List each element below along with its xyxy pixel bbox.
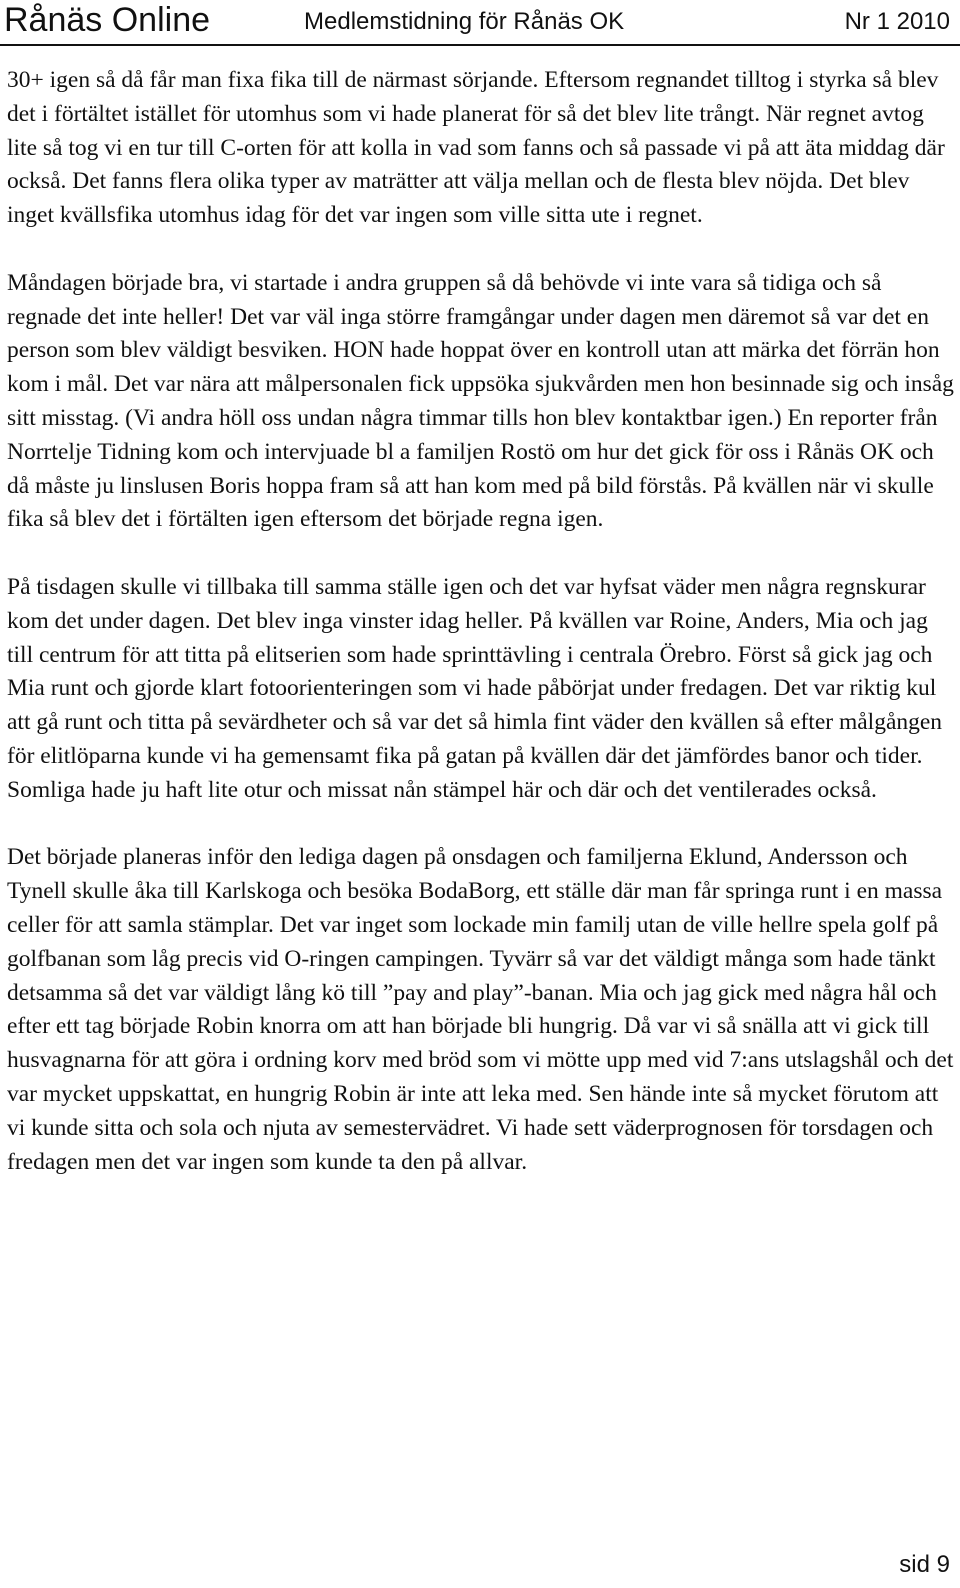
article-paragraph: 30+ igen så då får man fixa fika till de närmast sörjande. Eftersom regnandet tilltog i styrka så blev det i förtältet istället för utomhus som vi hade planerat för så det blev lite trångt. När regnet avtog lite så tog vi en tur till C-orten för att kolla in vad som fanns och så passade vi på att äta middag där också. Det fanns flera olika typer av maträtter att välja mellan och de flesta blev nöjda. Det blev inget kvällsfika utomhus idag för det var ingen som ville sitta ute i regnet. xyxy=(7,67,945,229)
article-body xyxy=(7,64,957,1179)
page-number: sid 9 xyxy=(899,1551,950,1578)
issue-number: Nr 1 2010 xyxy=(844,8,950,35)
publication-title: Rånäs Online xyxy=(4,1,211,39)
publication-subtitle: Medlemstidning för Rånäs OK xyxy=(304,8,625,35)
article-paragraph: På tisdagen skulle vi tillbaka till samma ställe igen och det var hyfsat väder men några regnskurar kom det under dagen. Det blev inga vinster idag heller. På kvällen var Roine, Anders, Mia och jag till centrum för att titta på elitserien som hade sprinttävling i centrala Örebro. Först så gick jag och Mia runt och gjorde klart fotoorienteringen som vi hade påbörjat under fredagen. Det var riktig kul att gå runt och titta på sevärdheter och så var det så himla fint väder den kvällen så efter målgången för elitlöparna kunde vi ha gemensamt fika på gatan på kvällen där det jämfördes banor och tider. Somliga hade ju haft lite otur och missat nån stämpel här och där och det ventilerades också. xyxy=(7,573,943,803)
header-divider xyxy=(0,44,960,46)
page-header xyxy=(0,0,960,44)
article-paragraph: Det började planeras inför den lediga dagen på onsdagen och familjerna Eklund, Andersson och Tynell skulle åka till Karlskoga och besöka BodaBorg, ett ställe där man får springa runt i en massa celler för att samla stämplar. Det var inget som lockade min familj utan de ville hellre spela golf på golfbanan som låg precis vid O-ringen campingen. Tyvärr så var det väldigt många som hade tänkt detsamma så det var väldigt lång kö till ”pay and play”-banan. Mia och jag gick med några hål och efter ett tag började Robin knorra om att han började bli hungrig. Då var vi så snälla att vi gick till husvagnarna för att göra i ordning korv med bröd som vi mötte upp med vid 7:ans utslagshål och det var mycket uppskattat, en hungrig Robin är inte att leka med. Sen hände inte så mycket förutom att vi kunde sitta och sola och njuta av semestervädret. Vi hade sett väderprognosen för torsdagen och fredagen men det var ingen som kunde ta den på allvar. xyxy=(7,844,954,1175)
article-paragraph: Måndagen började bra, vi startade i andra gruppen så då behövde vi inte vara så tidiga och så regnade det inte heller! Det var väl inga större framgångar under dagen men däremot så var det en person som blev väldigt besviken. HON hade hoppat över en kontroll utan att märka det förrän hon kom i mål. Det var nära att målpersonalen fick uppsöka sjukvården men hon besinnade sig och insåg sitt misstag. (Vi andra höll oss undan några timmar tills hon blev kontaktbar igen.) En reporter från Norrtelje Tidning kom och intervjuade bl a familjen Rostö om hur det gick för oss i Rånäs OK och då måste ju linslusen Boris hoppa fram så att han kom med på bild förstås. På kvällen när vi skulle fika så blev det i förtälten igen eftersom det började regna igen. xyxy=(7,269,954,533)
